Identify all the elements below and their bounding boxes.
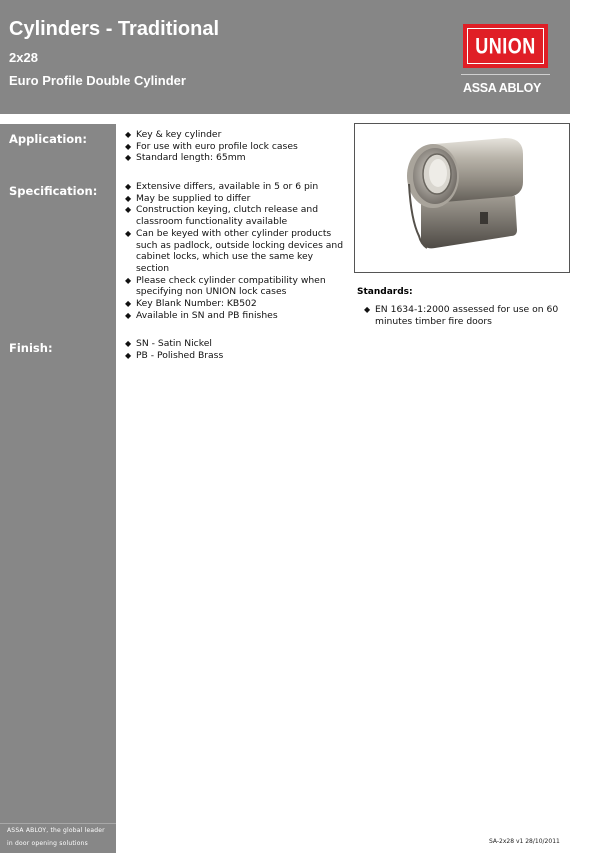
product-subtitle: Euro Profile Double Cylinder <box>9 73 186 88</box>
specification-list <box>124 181 346 321</box>
list-item: ◆ May be supplied to differ <box>125 192 251 204</box>
assa-abloy-logo: ASSA ABLOY <box>463 81 542 95</box>
list-item: ◆ Please check cylinder compatibility when specifying non UNION lock cases <box>125 274 326 298</box>
list-item: ◆ For use with euro profile lock cases <box>125 140 298 152</box>
list-item: ◆ PB - Polished Brass <box>125 349 224 361</box>
product-code: 2x28 <box>9 50 38 65</box>
list-item: ◆ Available in SN and PB finishes <box>125 309 278 321</box>
application-list <box>124 129 346 164</box>
list-item: ◆ SN - Satin Nickel <box>125 338 212 349</box>
list-item: ◆ Key Blank Number: KB502 <box>125 298 257 310</box>
standards-list <box>363 304 573 327</box>
logo-divider <box>461 74 550 75</box>
union-logo <box>463 24 548 68</box>
list-item: ◆ Standard length: 65mm <box>125 152 246 164</box>
sidebar-footer-line2: in door opening solutions <box>7 840 88 847</box>
sidebar <box>0 124 116 853</box>
cylinder-product-image <box>354 123 570 273</box>
sidebar-footer-divider <box>0 823 116 824</box>
standards-title: Standards: <box>357 287 413 297</box>
finish-label: Finish: <box>9 341 53 355</box>
page-header <box>0 0 570 114</box>
union-logo-frame <box>467 28 544 64</box>
list-item: ◆ Construction keying, clutch release and classroom functionality available <box>125 204 319 228</box>
page-title: Cylinders - Traditional <box>9 18 220 40</box>
finish-list <box>124 338 346 361</box>
union-logo-text: UNION <box>475 32 536 58</box>
list-item: ◆ Key & key cylinder <box>125 129 222 140</box>
specification-label: Specification: <box>9 184 98 198</box>
list-item: ◆ Can be keyed with other cylinder products such as padlock, outside locking devices and cabinet locks, which use the same key section <box>125 227 344 274</box>
list-item: ◆ Extensive differs, available in 5 or 6 pin <box>125 181 319 192</box>
euro-cylinder-illustration <box>355 124 569 272</box>
list-item: ◆ EN 1634-1:2000 assessed for use on 60 minutes timber fire doors <box>364 304 559 327</box>
document-reference: SA-2x28 v1 28/10/2011 <box>489 838 560 845</box>
application-label: Application: <box>9 132 87 146</box>
sidebar-footer-line1: ASSA ABLOY, the global leader <box>7 827 105 834</box>
